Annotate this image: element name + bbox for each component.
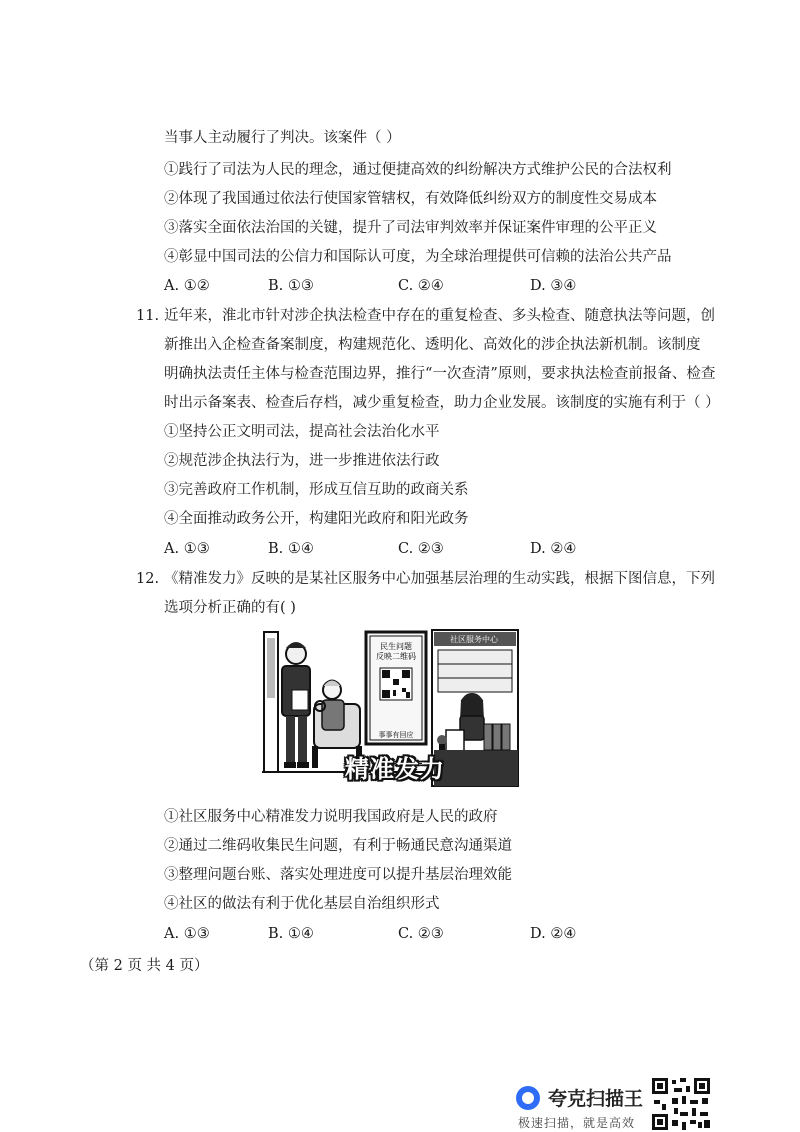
q10-option-a: A. ①② xyxy=(164,278,210,294)
q10-option-d: D. ③④ xyxy=(530,278,577,294)
qr-poster-caption: 事事有回应 xyxy=(378,731,414,739)
qr-poster-title-line-1: 民生问题 xyxy=(380,642,412,651)
q10-item-2: ②体现了我国通过依法行使国家管辖权，有效降低纠纷双方的制度性交易成本 xyxy=(164,191,657,207)
q11-option-d: D. ②④ xyxy=(530,541,577,557)
q12-number: 12. xyxy=(136,571,160,587)
q10-item-1: ①践行了司法为人民的理念，通过便捷高效的纠纷解决方式维护公民的合法权利 xyxy=(164,162,672,178)
q11-item-4: ④全面推动政务公开，构建阳光政府和阳光政务 xyxy=(164,511,469,527)
q11-stem-line-2: 新推出入企检查备案制度，构建规范化、透明化、高效化的涉企执法新机制。该制度 xyxy=(164,337,701,353)
quark-logo-icon xyxy=(516,1086,540,1110)
q12-illustration xyxy=(262,628,520,790)
q12-stem-line-1: 《精准发力》反映的是某社区服务中心加强基层治理的生动实践，根据下图信息，下列 xyxy=(164,571,715,587)
qr-code-icon xyxy=(650,1076,712,1132)
watermark-slogan: 极速扫描，就是高效 xyxy=(518,1116,636,1130)
q12-item-4: ④社区的做法有利于优化基层自治组织形式 xyxy=(164,896,440,912)
q12-item-1: ①社区服务中心精准发力说明我国政府是人民的政府 xyxy=(164,809,498,825)
qr-poster-title xyxy=(368,642,424,662)
q11-item-2: ②规范涉企执法行为，进一步推进依法行政 xyxy=(164,453,440,469)
q10-item-3: ③落实全面依法治国的关键，提升了司法审判效率并保证案件审理的公平正义 xyxy=(164,220,657,236)
q10-option-b: B. ①③ xyxy=(268,278,314,294)
q12-option-d: D. ②④ xyxy=(530,926,577,942)
q12-stem-line-2: 选项分析正确的有( ) xyxy=(164,600,296,616)
q12-item-3: ③整理问题台账、落实处理进度可以提升基层治理效能 xyxy=(164,867,512,883)
q11-option-a: A. ①③ xyxy=(164,541,210,557)
q10-stem-end: 当事人主动履行了判决。该案件（ ） xyxy=(164,130,401,146)
q12-option-c: C. ②③ xyxy=(398,926,444,942)
q11-item-3: ③完善政府工作机制，形成互信互助的政商关系 xyxy=(164,482,469,498)
q10-item-4: ④彰显中国司法的公信力和国际认可度，为全球治理提供可信赖的法治公共产品 xyxy=(164,249,672,265)
qr-poster-title-line-2: 反映二维码 xyxy=(376,652,416,661)
q11-item-1: ①坚持公正文明司法，提高社会法治化水平 xyxy=(164,424,440,440)
watermark-app-name: 夸克扫描王 xyxy=(548,1088,644,1110)
q11-stem-line-4: 时出示备案表、检查后存档，减少重复检查，助力企业发展。该制度的实施有利于（ ） xyxy=(164,395,720,411)
q12-item-2: ②通过二维码收集民生问题，有利于畅通民意沟通渠道 xyxy=(164,838,512,854)
service-center-sign: 社区服务中心 xyxy=(450,635,498,644)
q12-option-b: B. ①④ xyxy=(268,926,314,942)
q12-option-a: A. ①③ xyxy=(164,926,210,942)
q11-stem-line-3: 明确执法责任主体与检查范围边界，推行“一次查清”原则，要求执法检查前报备、检查 xyxy=(164,366,716,382)
q11-option-b: B. ①④ xyxy=(268,541,314,557)
q10-option-c: C. ②④ xyxy=(398,278,444,294)
q11-number: 11. xyxy=(136,308,160,324)
illustration-banner: 精准发力 xyxy=(345,755,445,783)
page-number-footer: （第 2 页 共 4 页） xyxy=(80,958,209,974)
q11-option-c: C. ②③ xyxy=(398,541,444,557)
q11-stem-line-1: 近年来，淮北市针对涉企执法检查中存在的重复检查、多头检查、随意执法等问题，创 xyxy=(164,308,715,324)
